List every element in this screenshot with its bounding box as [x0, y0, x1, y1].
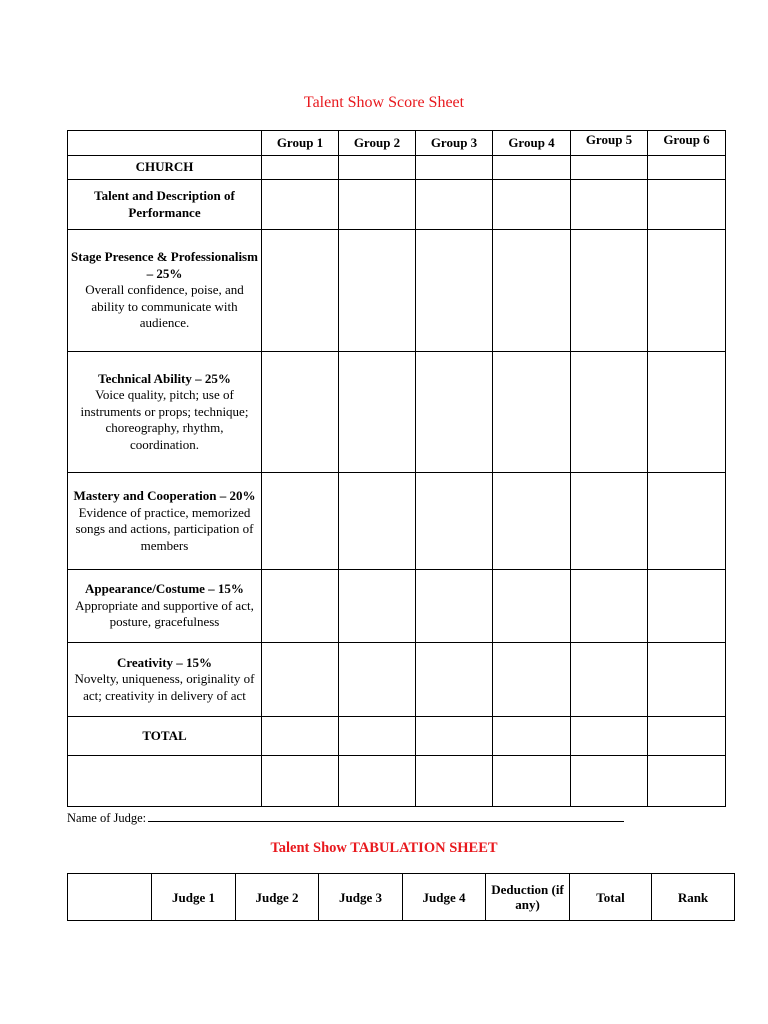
total-header: Total [570, 874, 652, 921]
score-cell[interactable] [493, 180, 571, 230]
creativity-desc: Novelty, uniqueness, originality of act; creativity in delivery of act [74, 671, 255, 703]
talent-label: Talent and Description of Performance [68, 180, 262, 230]
score-cell[interactable] [648, 570, 726, 643]
rank-header: Rank [652, 874, 735, 921]
group-5-header: Group 5 [571, 131, 648, 156]
church-label: CHURCH [68, 156, 262, 180]
score-cell[interactable] [648, 156, 726, 180]
total-row [68, 717, 726, 756]
blank-row [68, 756, 726, 807]
score-cell[interactable] [493, 352, 571, 473]
score-cell[interactable] [493, 643, 571, 717]
score-cell[interactable] [262, 570, 339, 643]
score-cell[interactable] [648, 352, 726, 473]
score-cell[interactable] [339, 473, 416, 570]
creativity-criterion [68, 643, 262, 717]
talent-row [68, 180, 726, 230]
total-label: TOTAL [68, 717, 262, 756]
creativity-title: Creativity – 15% [116, 654, 213, 670]
score-cell[interactable] [571, 570, 648, 643]
mastery-title: Mastery and Cooperation – 20% [73, 488, 256, 503]
header-corner-cell [68, 131, 262, 156]
score-cell[interactable] [571, 643, 648, 717]
mastery-row [68, 473, 726, 570]
score-cell[interactable] [493, 230, 571, 352]
score-cell[interactable] [262, 473, 339, 570]
score-cell[interactable] [648, 473, 726, 570]
score-cell[interactable] [262, 643, 339, 717]
score-cell[interactable] [262, 352, 339, 473]
judge-1-header: Judge 1 [152, 874, 236, 921]
judge-name-label: Name of Judge: [67, 811, 147, 825]
tabulation-header-row [68, 874, 735, 921]
score-cell[interactable] [493, 473, 571, 570]
blank-label-cell [68, 756, 262, 807]
group-header-row [68, 131, 726, 156]
score-cell[interactable] [339, 230, 416, 352]
score-cell[interactable] [493, 570, 571, 643]
group-6-header: Group 6 [648, 131, 726, 156]
mastery-text [71, 488, 258, 554]
creativity-row [68, 643, 726, 717]
score-cell[interactable] [262, 717, 339, 756]
score-cell[interactable] [648, 756, 726, 807]
score-cell[interactable] [416, 643, 493, 717]
score-sheet-title: Talent Show Score Sheet [303, 94, 465, 111]
stage-presence-row [68, 230, 726, 352]
score-cell[interactable] [339, 352, 416, 473]
mastery-desc: Evidence of practice, memorized songs and actions, participation of members [75, 504, 254, 553]
stage-presence-title: Stage Presence & Professionalism – 25% [71, 249, 258, 281]
judge-name-field[interactable] [148, 809, 624, 822]
tabulation-table [67, 873, 735, 921]
group-2-header: Group 2 [339, 131, 416, 156]
mastery-criterion [68, 473, 262, 570]
score-sheet-table [67, 130, 726, 807]
score-cell[interactable] [571, 180, 648, 230]
score-cell[interactable] [262, 180, 339, 230]
score-cell[interactable] [339, 756, 416, 807]
score-cell[interactable] [416, 717, 493, 756]
score-cell[interactable] [493, 756, 571, 807]
score-cell[interactable] [571, 473, 648, 570]
technical-ability-desc: Voice quality, pitch; use of instruments or props; technique; choreography, rhythm, coordination. [80, 387, 249, 452]
judge-name-line [67, 809, 624, 826]
score-cell[interactable] [648, 230, 726, 352]
score-cell[interactable] [416, 180, 493, 230]
tabulation-corner-cell[interactable] [68, 874, 152, 921]
score-cell[interactable] [416, 756, 493, 807]
score-cell[interactable] [416, 352, 493, 473]
deduction-header: Deduction (if any) [486, 874, 570, 921]
group-1-header: Group 1 [262, 131, 339, 156]
judge-3-header: Judge 3 [319, 874, 403, 921]
tabulation-sheet-title: Talent Show TABULATION SHEET [270, 840, 498, 856]
score-cell[interactable] [262, 230, 339, 352]
score-cell[interactable] [339, 643, 416, 717]
score-cell[interactable] [571, 230, 648, 352]
score-cell[interactable] [262, 756, 339, 807]
score-cell[interactable] [416, 230, 493, 352]
technical-ability-title: Technical Ability – 25% [98, 370, 231, 386]
score-cell[interactable] [416, 473, 493, 570]
technical-ability-row [68, 352, 726, 473]
score-cell[interactable] [493, 156, 571, 180]
technical-ability-criterion [68, 352, 262, 473]
score-cell[interactable] [416, 570, 493, 643]
church-row [68, 156, 726, 180]
appearance-row [68, 570, 726, 643]
score-cell[interactable] [571, 352, 648, 473]
score-cell[interactable] [339, 717, 416, 756]
score-cell[interactable] [493, 717, 571, 756]
judge-2-header: Judge 2 [236, 874, 319, 921]
score-cell[interactable] [571, 717, 648, 756]
score-cell[interactable] [339, 180, 416, 230]
stage-presence-desc: Overall confidence, poise, and ability to communicate with audience. [85, 282, 244, 331]
judge-4-header: Judge 4 [403, 874, 486, 921]
group-3-header: Group 3 [416, 131, 493, 156]
appearance-title: Appearance/Costume – 15% [85, 581, 244, 597]
group-4-header: Group 4 [493, 131, 571, 156]
score-cell[interactable] [571, 756, 648, 807]
score-cell[interactable] [339, 570, 416, 643]
score-cell[interactable] [648, 180, 726, 230]
score-cell[interactable] [648, 717, 726, 756]
score-cell[interactable] [571, 156, 648, 180]
score-cell[interactable] [416, 156, 493, 180]
score-cell[interactable] [339, 156, 416, 180]
appearance-desc: Appropriate and supportive of act, posture, gracefulness [75, 597, 254, 630]
appearance-criterion [68, 570, 262, 643]
score-cell[interactable] [262, 156, 339, 180]
stage-presence-criterion [68, 230, 262, 352]
score-cell[interactable] [648, 643, 726, 717]
